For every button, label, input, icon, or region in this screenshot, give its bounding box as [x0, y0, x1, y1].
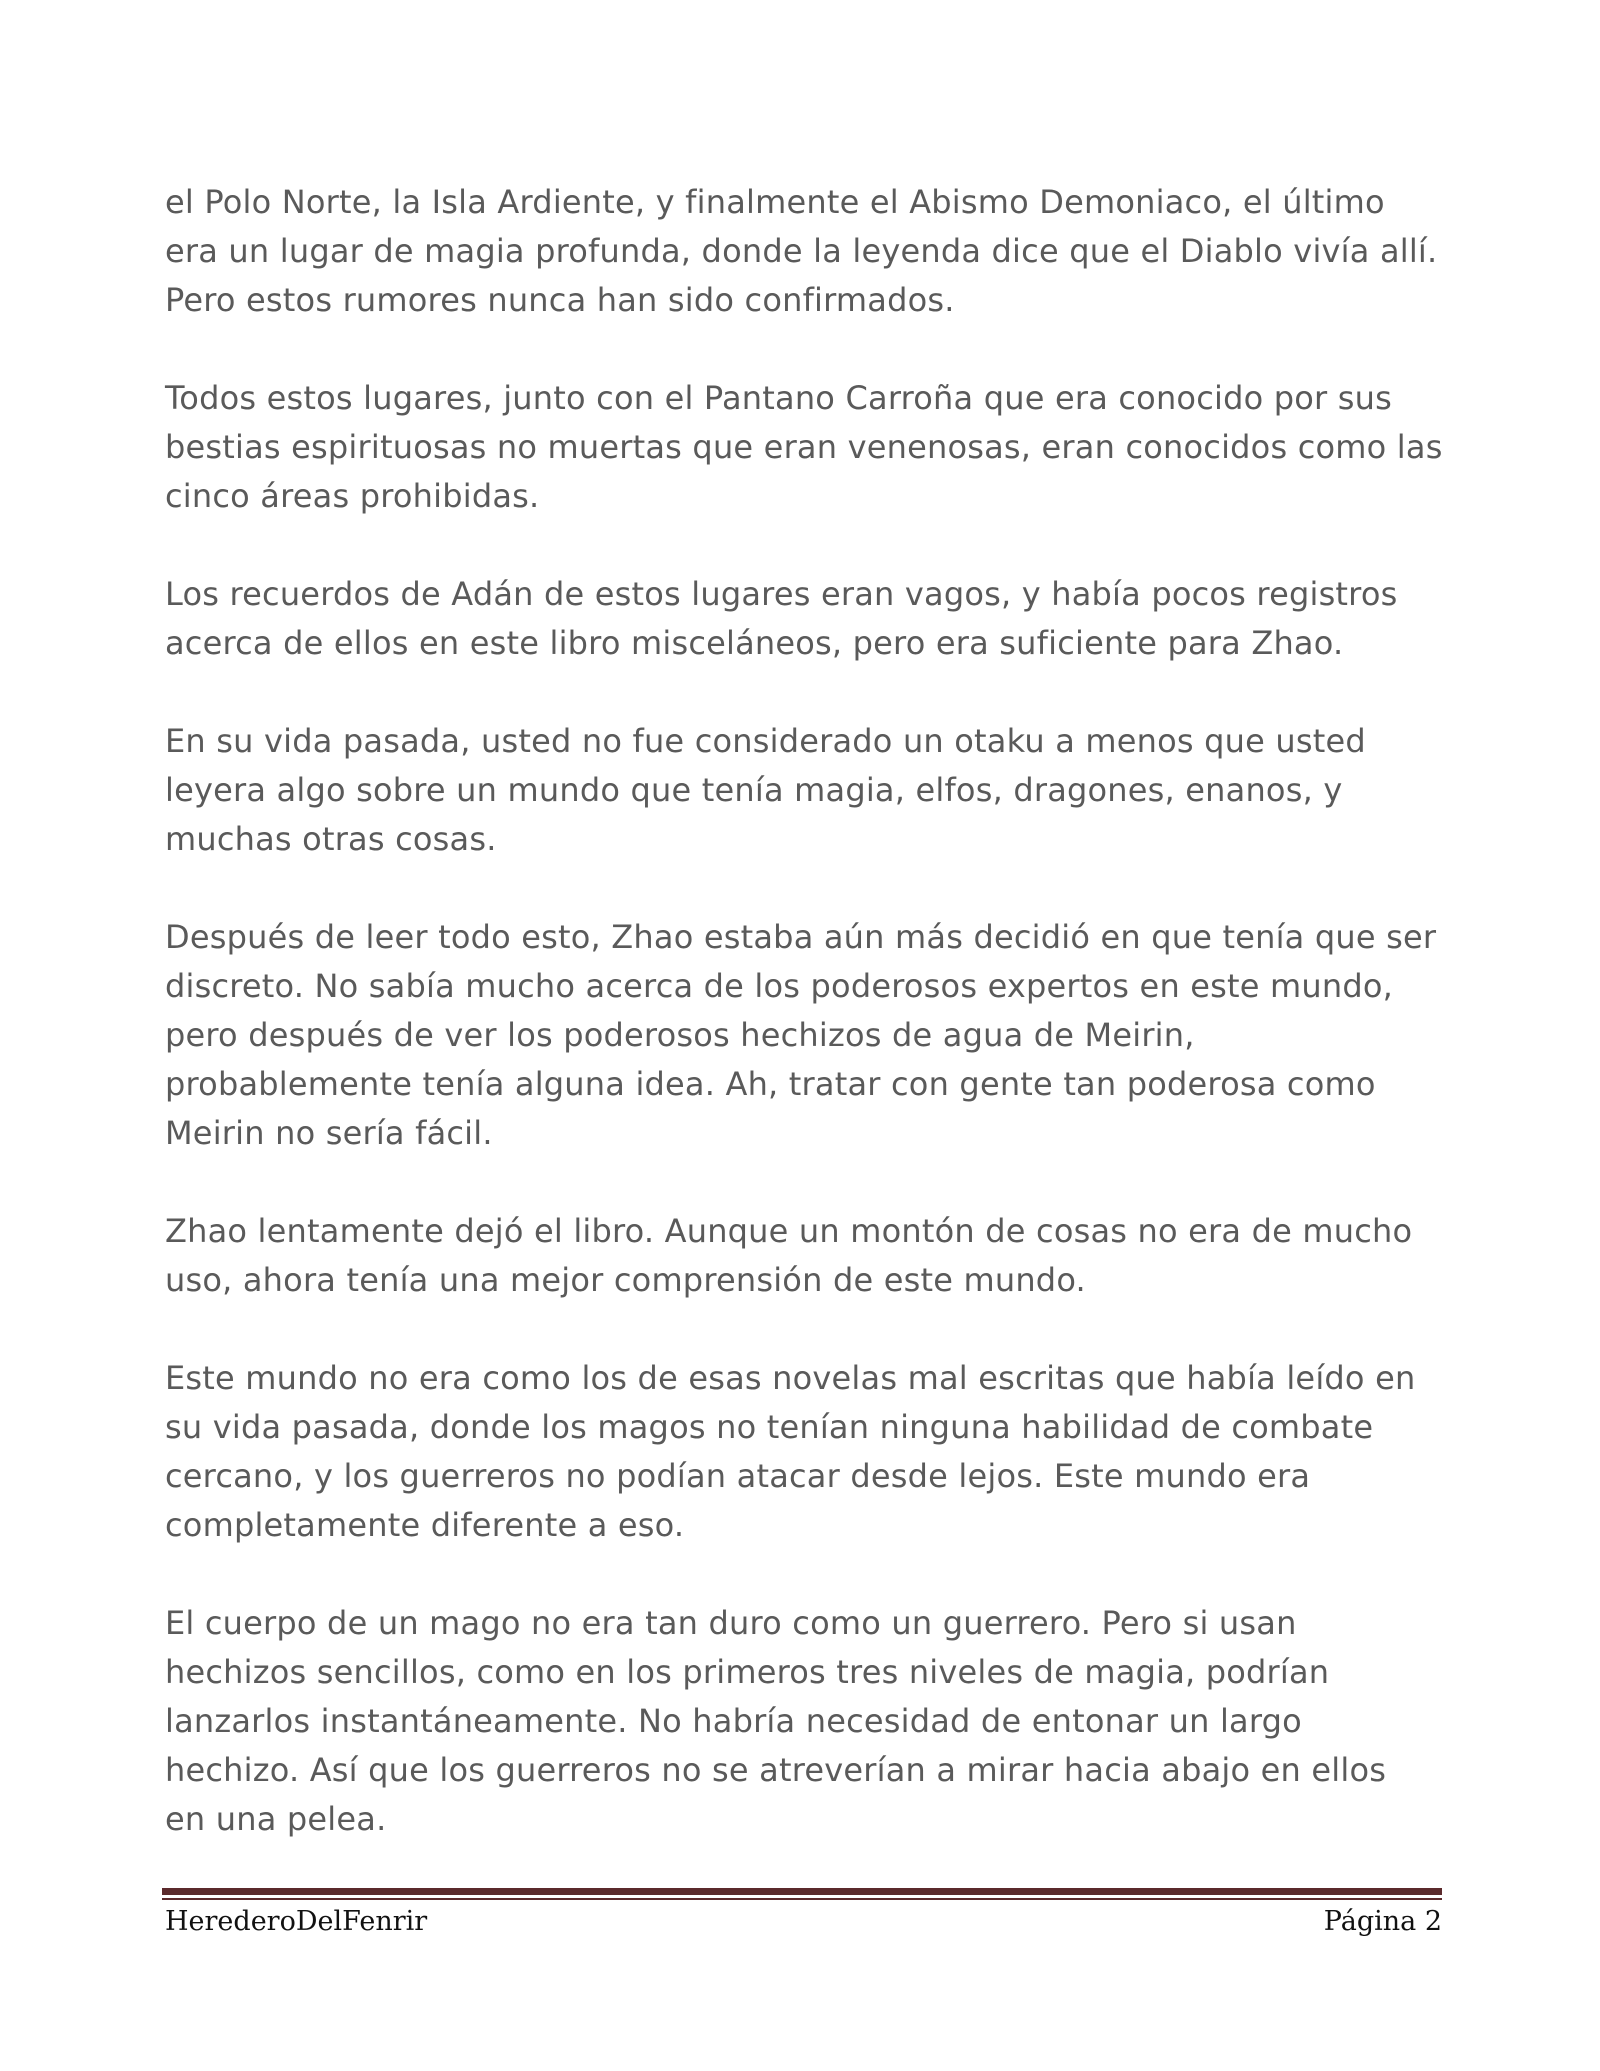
paragraph: Después de leer todo esto, Zhao estaba aún más decidió en que tenía que ser discreto. No sabía mucho acerca de los poderosos expertos en este mundo, pero después de ver los poderosos hechizos de agua de Meirin, probablemente tenía alguna idea. Ah, tratar con gente tan poderosa como Meirin no sería fácil.	[165, 918, 1437, 1152]
body-text	[165, 178, 1465, 1844]
paragraph: Este mundo no era como los de esas novelas mal escritas que había leído en su vida pasada, donde los magos no tenían ninguna habilidad de combate cercano, y los guerreros no podían atacar desde lejos. Este mundo era completamente diferente a eso.	[165, 1359, 1416, 1544]
footer-page-number: Página 2	[1323, 1906, 1442, 1937]
paragraph: Todos estos lugares, junto con el Pantano Carroña que era conocido por sus bestias espirituosas no muertas que eran venenosas, eran conocidos como las cinco áreas prohibidas.	[165, 379, 1443, 515]
paragraph: el Polo Norte, la Isla Ardiente, y finalmente el Abismo Demoniaco, el último era un lugar de magia profunda, donde la leyenda dice que el Diablo vivía allí. Pero estos rumores nunca han sido confirmados.	[165, 183, 1438, 319]
paragraph: Zhao lentamente dejó el libro. Aunque un montón de cosas no era de mucho uso, ahora tenía una mejor comprensión de este mundo.	[165, 1212, 1413, 1299]
footer-divider	[162, 1888, 1442, 1895]
paragraph: Los recuerdos de Adán de estos lugares eran vagos, y había pocos registros acerca de ellos en este libro misceláneos, pero era suficiente para Zhao.	[165, 575, 1398, 662]
footer-author: HerederoDelFenrir	[165, 1906, 428, 1937]
footer-divider-thin	[162, 1898, 1442, 1900]
paragraph: El cuerpo de un mago no era tan duro como un guerrero. Pero si usan hechizos sencillos, como en los primeros tres niveles de magia, podrían lanzarlos instantáneamente. No habría necesidad de entonar un largo hechizo. Así que los guerreros no se atreverían a mirar hacia abajo en ellos en una pelea.	[165, 1604, 1387, 1838]
paragraph: En su vida pasada, usted no fue considerado un otaku a menos que usted leyera algo sobre un mundo que tenía magia, elfos, dragones, enanos, y muchas otras cosas.	[165, 722, 1366, 858]
